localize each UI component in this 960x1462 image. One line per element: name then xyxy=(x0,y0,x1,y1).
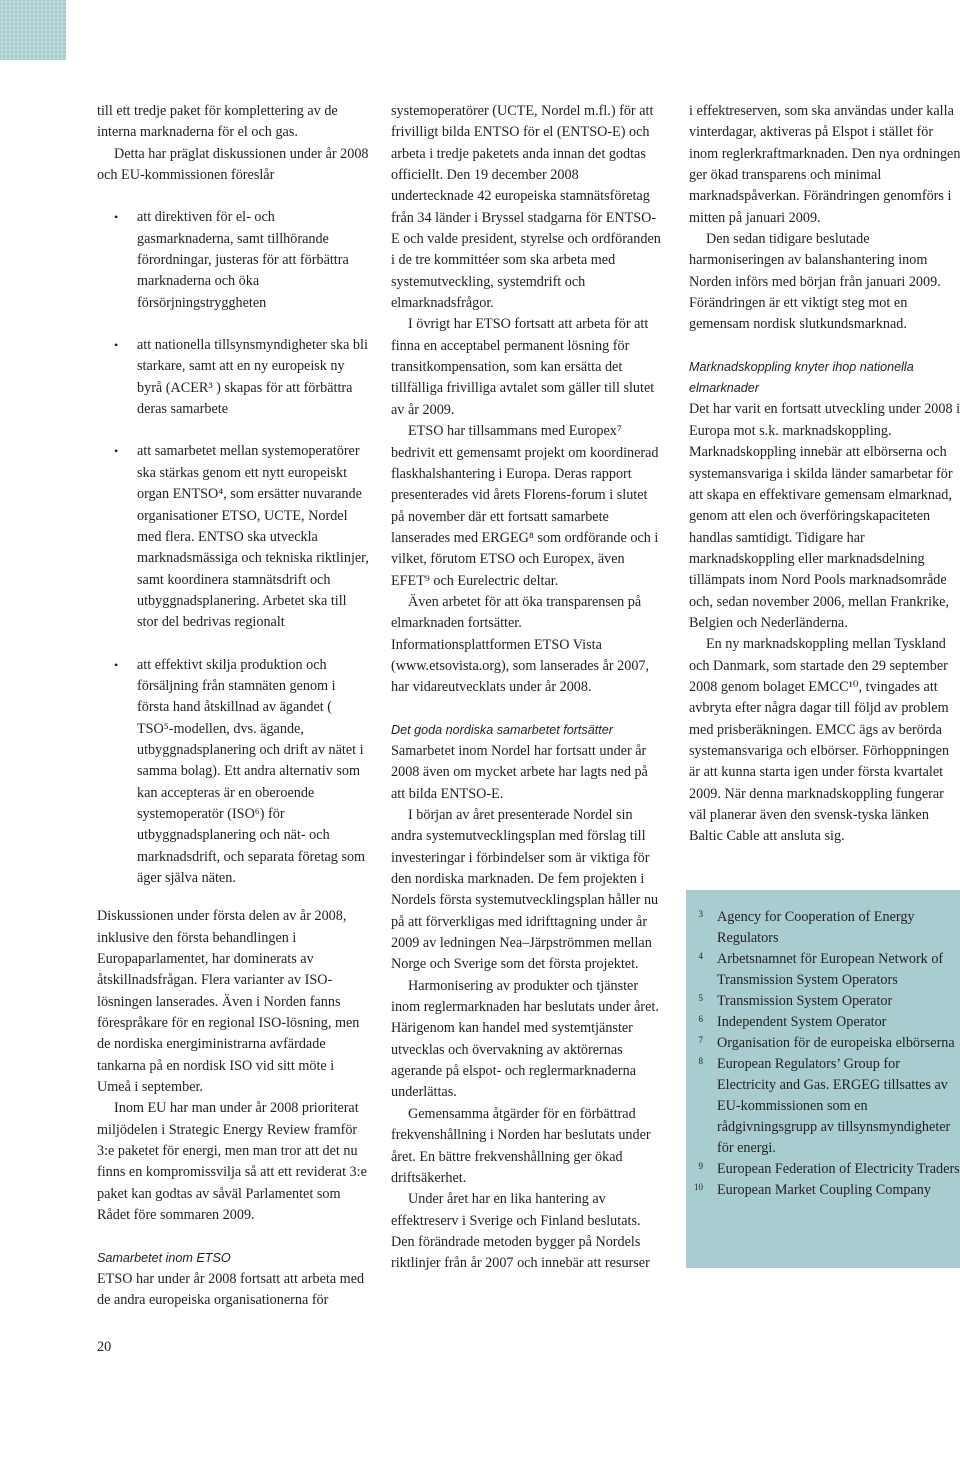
paragraph: I början av året presenterade Nordel sin andra systemutvecklingsplan med förslag till investeringar i förbindelser som är viktiga för den nordiska marknaden. De fem projekten i Nordels första systemutvecklingsplan håller nu på att förverkligas med idrifttagning under år 2009 av ledningen Nea–Järpströmmen mellan Norge och Sverige som det första projektet. xyxy=(391,807,659,973)
footnote-number: 8 xyxy=(698,1056,703,1066)
footnote-number: 7 xyxy=(698,1035,703,1045)
footnote-text: European Federation of Electricity Traders xyxy=(717,1161,960,1177)
footnote-number: 3 xyxy=(698,909,703,919)
list-item xyxy=(97,335,369,420)
section-heading: Det goda nordiska samarbetet fortsätter xyxy=(391,722,613,737)
paragraph: ETSO har under år 2008 fortsatt att arbeta med de andra europeiska organisationerna för xyxy=(97,1270,365,1309)
footnote xyxy=(686,1033,960,1054)
footnote-text: Agency for Cooperation of Energy Regulators xyxy=(717,909,915,946)
footnote xyxy=(686,1180,960,1201)
footnote-list xyxy=(686,890,960,1201)
paragraph: Detta har präglat diskussionen under år 2008 och EU-kommissionen föreslår xyxy=(97,145,369,184)
paragraph: systemoperatörer (UCTE, Nordel m.fl.) för att frivilligt bilda ENTSO för el (ENTSO-E) och arbeta i tredje paketets anda innan det godtas officiellt. Den 19 december 2008 undertecknade 42 europeiska stamnätsföretag från 34 länder i Bryssel stadgarna för ENTSO-E och valde president, styrelse och ordföranden i de tre kommittéer som ska arbeta med systemutveckling, systemdrift och elmarknadsfrågor. xyxy=(391,103,661,312)
section-heading: Marknadskoppling knyter ihop nationella elmarknader xyxy=(689,359,914,396)
paragraph: Den sedan tidigare beslutade harmoniseringen av balanshantering inom Norden införs med början från januari 2009. Förändringen är ett viktigt steg mot en gemensam nordisk slutkundsmarknad. xyxy=(689,231,941,333)
bullet-icon: • xyxy=(114,338,119,353)
footnote xyxy=(686,991,960,1012)
paragraph: Diskussionen under första delen av år 2008, inklusive den första behandlingen i Europaparlamentet, har dominerats av åtskillnadsfrågan. Flera varianter av ISO-lösningen lanserades. Även i Norden fanns förespråkare för en regional ISO-lösning, men de nordiska energiministrarna avfärdade tankarna på en nordisk ISO vid sitt möte i Umeå i september. xyxy=(97,908,360,1096)
footnote-number: 4 xyxy=(698,951,703,961)
footnote xyxy=(686,1054,960,1159)
bullet-list xyxy=(97,207,369,889)
footnote-number: 5 xyxy=(698,993,703,1003)
list-item-text: att nationella tillsynsmyndigheter ska bli starkare, samt att en ny europeisk ny byrå (ACER³ ) skapas för att förbättra deras samarbete xyxy=(137,337,368,418)
paragraph: Gemensamma åtgärder för en förbättrad frekvenshållning i Norden har beslutats under året. En bättre frekvenshållning ger ökad driftsäkerhet. xyxy=(391,1105,651,1186)
footnote xyxy=(686,949,960,991)
bullet-icon: • xyxy=(114,210,119,225)
paragraph: Samarbetet inom Nordel har fortsatt under år 2008 även om mycket arbete har lagts ned på att bilda ENTSO-E. xyxy=(391,742,648,802)
bullet-icon: • xyxy=(114,444,119,459)
list-item-text: att effektivt skilja produktion och försäljning från stamnäten genom i första hand åtskillnad av ägandet ( TSO⁵-modellen, dvs. ägande, utbyggnadsplanering och drift av nätet i samma bolag). Ett andra alternativ som kan accepteras är en oberoende systemoperatör (ISO⁶) för utbyggnadsplanering och nät- och marknadsdrift, och separata företag som äger själva näten. xyxy=(137,656,366,886)
paragraph: En ny marknadskoppling mellan Tyskland och Danmark, som startade den 29 september 2008 genom bolaget EMCC¹⁰, tvingades att avbryta efter några dagar till följd av problem med prisberäkningen. EMCC ägs av berörda systemansvariga och elbörser. Förhoppningen är att kunna starta igen under första kvartalet 2009. När denna marknadskoppling fungerar väl planerar även den svensk-tyska länken Baltic Cable att ansluta sig. xyxy=(689,636,950,845)
list-item xyxy=(97,441,369,633)
page-number: 20 xyxy=(97,1339,112,1355)
paragraph: till ett tredje paket för komplettering av de interna marknaderna för el och gas. xyxy=(97,103,338,141)
section-heading: Samarbetet inom ETSO xyxy=(97,1250,231,1265)
footnote-number: 6 xyxy=(698,1014,703,1024)
footnotes-box xyxy=(686,890,960,1268)
paragraph: Det har varit en fortsatt utveckling under 2008 i Europa mot s.k. marknadskoppling. Marknadskoppling innebär att elbörserna och systemansvariga i skilda länder samarbetar för att skapa en effektivare gemensam elmarknad, genom att elen och överföringskapaciteten handlas samtidigt. Tidigare har marknadskoppling eller marknadsdelning tillämpats inom Nord Pools marknadsområde och, sedan november 2006, mellan Frankrike, Belgien och Nederländerna. xyxy=(689,401,960,631)
paragraph: I övrigt har ETSO fortsatt att arbeta för att finna en acceptabel permanent lösning för transitkompensation, som kan ersätta det tillfälliga frivilliga avtalet som gäller till slutet av år 2009. xyxy=(391,316,655,418)
footnote-number: 10 xyxy=(694,1182,703,1192)
paragraph: Harmonisering av produkter och tjänster inom reglermarknaden har beslutats under året. Härigenom kan handel med systemtjänster utvecklas och övervakning av aktörernas agerande på elspot- och reglermarknaderna underlättas. xyxy=(391,977,659,1101)
footnote-text: Organisation för de europeiska elbörserna xyxy=(717,1035,955,1051)
footnote xyxy=(686,907,960,949)
column-middle xyxy=(391,101,663,1275)
list-item xyxy=(97,207,369,314)
column-right xyxy=(689,101,960,848)
paragraph: ETSO har tillsammans med Europex⁷ bedrivit ett gemensamt projekt om koordinerad flaskhalshantering i Europa. Deras rapport presenterades vid årets Florens-forum i slutet på november där ett fortsatt samarbete lanserades med ERGEG⁸ som ordförande och i vilket, förutom ETSO och Europex, även EFET⁹ och Eurelectric deltar. xyxy=(391,423,659,589)
list-item-text: att direktiven för el- och gasmarknaderna, samt tillhörande förordningar, justeras för att förbättra marknaderna och öka försörjningstryggheten xyxy=(137,209,349,311)
footnote-text: European Market Coupling Company xyxy=(717,1182,931,1198)
footnote-number: 9 xyxy=(698,1161,703,1171)
list-item xyxy=(97,655,369,890)
footnote-text: Arbetsnamnet för European Network of Transmission System Operators xyxy=(717,951,944,988)
footnote-text: Transmission System Operator xyxy=(717,993,893,1009)
paragraph: i effektreserven, som ska användas under kalla vinterdagar, aktiveras på Elspot i stället för inom reglerkraftmarknaden. Den nya ordningen ger ökad transparens och minimal marknadspåverkan. Förändringen genomförs i mitten på januari 2009. xyxy=(689,103,960,226)
corner-pattern xyxy=(0,0,66,60)
footnote xyxy=(686,1012,960,1033)
column-left xyxy=(97,101,369,1312)
footnote-text: Independent System Operator xyxy=(717,1014,887,1030)
footnote xyxy=(686,1159,960,1180)
paragraph: Även arbetet för att öka transparensen på elmarknaden fortsätter. Informationsplattformen ETSO Vista (www.etsovista.org), som lanserades år 2007, har vidareutvecklats under år 2008. xyxy=(391,593,650,696)
list-item-text: att samarbetet mellan systemoperatörer ska stärkas genom ett nytt europeiskt organ ENTSO⁴, som ersätter nuvarande organisationer ETSO, UCTE, Nordel med flera. ENTSO ska utveckla marknadsmässiga och tekniska riktlinjer, samt koordinera stamnätsdrift och utbyggnadsplanering. Arbetet ska till stor del bedrivas regionalt xyxy=(137,443,369,631)
paragraph: Under året har en lika hantering av effektreserv i Sverige och Finland beslutats. Den förändrade metoden bygger på Nordels riktlinjer från år 2007 och innebär att resurser xyxy=(391,1191,650,1272)
footnote-text: European Regulators’ Group for Electricity and Gas. ERGEG tillsattes av EU-kommissionen som en rådgivningsgrupp av tillsynsmyndigheter för energi. xyxy=(717,1056,951,1156)
bullet-icon: • xyxy=(114,657,119,672)
paragraph: Inom EU har man under år 2008 prioriterat miljödelen i Strategic Energy Review framför 3:e paketet för energi, men man tror att det nu finns en kompromissvilja så att ett reviderat 3:e paket kan godtas av såväl Parlamentet som Rådet före sommaren 2009. xyxy=(97,1100,367,1224)
